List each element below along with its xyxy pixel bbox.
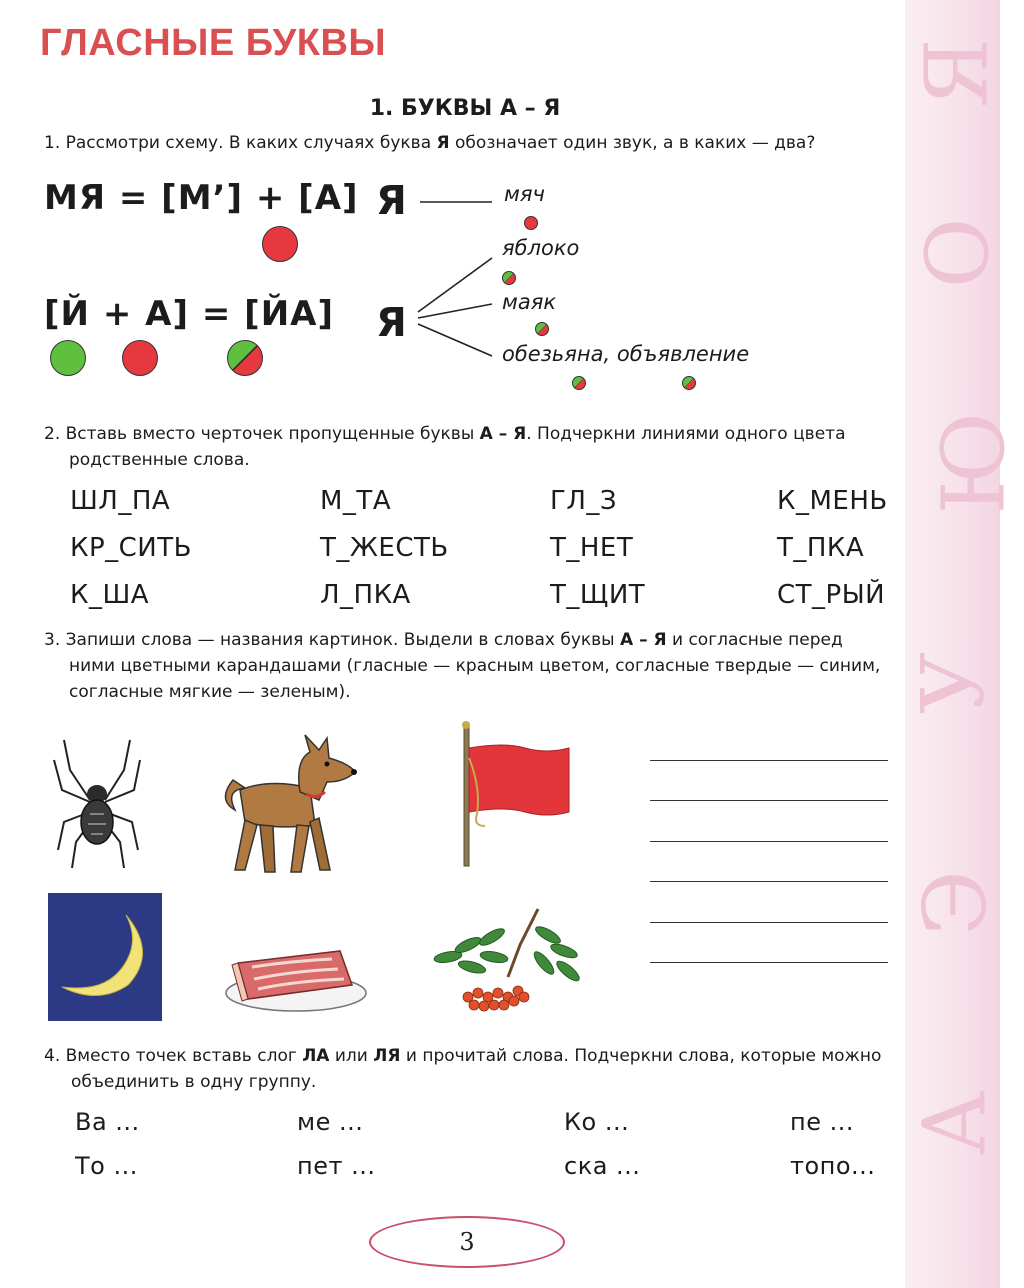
formula-ya: [Й + А] = [ЙА] [44, 294, 335, 334]
writing-line[interactable] [650, 962, 888, 963]
formula-mya: МЯ = [М’] + [А] [44, 178, 359, 218]
decorative-letter-shape: У [904, 651, 1005, 715]
split-sound-dot [535, 322, 549, 336]
task1-text: 1. Рассмотри схему. В каких случаях буква [44, 133, 437, 153]
flag-picture [455, 718, 575, 868]
spider-picture [50, 730, 145, 870]
fill-word: ГЛ_З [550, 486, 618, 516]
task4-bold-syllable: ЛЯ [373, 1046, 401, 1066]
page-number: 3 [369, 1216, 565, 1268]
fill-word: Т_ЖЕСТЬ [320, 533, 449, 563]
syllable-word: Ва ... [75, 1108, 140, 1136]
task4-text: 4. Вместо точек вставь слог [44, 1046, 303, 1066]
decorative-letter-shape: Э [905, 870, 1006, 936]
rowan-picture [428, 905, 593, 1013]
decorative-letter-shape: Я [907, 38, 1008, 108]
syllable-word: Ко ... [564, 1108, 630, 1136]
task3-bold-letters: А – Я [620, 630, 667, 650]
example-word: яблоко [502, 236, 580, 260]
fill-word: К_МЕНЬ [777, 486, 888, 516]
fill-word: Т_ЩИТ [550, 580, 646, 610]
fill-word: Т_НЕТ [550, 533, 634, 563]
syllable-word: ме ... [297, 1108, 364, 1136]
split-sound-dot [502, 271, 516, 285]
scheme-line [418, 304, 492, 318]
decorative-letter-shape: О [908, 217, 1009, 289]
writing-line[interactable] [650, 922, 888, 923]
scheme-line [418, 258, 492, 312]
scheme-line [418, 324, 492, 356]
syllable-word: топо... [790, 1152, 876, 1180]
syllable-word: То ... [75, 1152, 138, 1180]
task3-text: и согласные перед [666, 630, 843, 650]
fill-word: Л_ПКА [320, 580, 411, 610]
decorative-letter-shape: А [905, 1090, 1006, 1156]
letter-ya-one-sound: Я [376, 178, 407, 224]
task2-text: родственные слова. [69, 450, 250, 470]
puppy-picture [215, 730, 360, 880]
vowel-red-dot [524, 216, 538, 230]
fill-word: К_ША [70, 580, 150, 610]
task1-text: обозначает один звук, а в каких — два? [449, 133, 816, 153]
task3-text: 3. Запиши слова — названия картинок. Выдели в словах буквы [44, 630, 620, 650]
task4-bold-syllable: ЛА [302, 1046, 330, 1066]
fill-word: СТ_РЫЙ [777, 580, 886, 610]
syllable-word: ска ... [564, 1152, 641, 1180]
example-word: мяч [504, 182, 545, 206]
example-word: маяк [502, 290, 557, 314]
decorative-side-band [904, 0, 1024, 1288]
writing-line[interactable] [650, 841, 888, 842]
writing-line[interactable] [650, 881, 888, 882]
task4-text: и прочитай слова. Подчеркни слова, которые можно [400, 1046, 882, 1066]
scheme-lines [0, 0, 905, 420]
task4-instruction [44, 1043, 904, 1095]
example-word: обезьяна, объявление [502, 342, 750, 366]
fill-word: КР_СИТЬ [70, 533, 192, 563]
task2-instruction [44, 421, 904, 473]
split-sound-dot [572, 376, 586, 390]
chapter-title: ГЛАСНЫЕ БУКВЫ [40, 22, 387, 64]
lesson-title: 1. БУКВЫ А – Я [369, 96, 561, 121]
decorative-letter-shape: Ю [924, 411, 1024, 515]
syllable-word: пет ... [297, 1152, 376, 1180]
meat-picture [222, 935, 370, 1013]
fill-word: М_ТА [320, 486, 392, 516]
task3-text: согласные мягкие — зеленым). [69, 682, 351, 702]
task2-text: 2. Вставь вместо черточек пропущенные буквы [44, 424, 480, 444]
task2-text: . Подчеркни линиями одного цвета [526, 424, 846, 444]
moon-picture [48, 893, 162, 1021]
task3-instruction [44, 627, 904, 705]
fill-word: ШЛ_ПА [70, 486, 171, 516]
writing-line[interactable] [650, 800, 888, 801]
fill-word: Т_ПКА [777, 533, 865, 563]
task1-bold-letter: Я [436, 133, 450, 153]
writing-line[interactable] [650, 760, 888, 761]
task4-text: или [329, 1046, 374, 1066]
syllable-word: пе ... [790, 1108, 854, 1136]
task3-text: ними цветными карандашами (гласные — красным цветом, согласные твердые — синим, [69, 656, 881, 676]
letter-ya-two-sounds: Я [376, 300, 407, 346]
split-sound-dot [682, 376, 696, 390]
task2-bold-letters: А – Я [479, 424, 527, 444]
task4-text: объединить в одну группу. [71, 1072, 317, 1092]
